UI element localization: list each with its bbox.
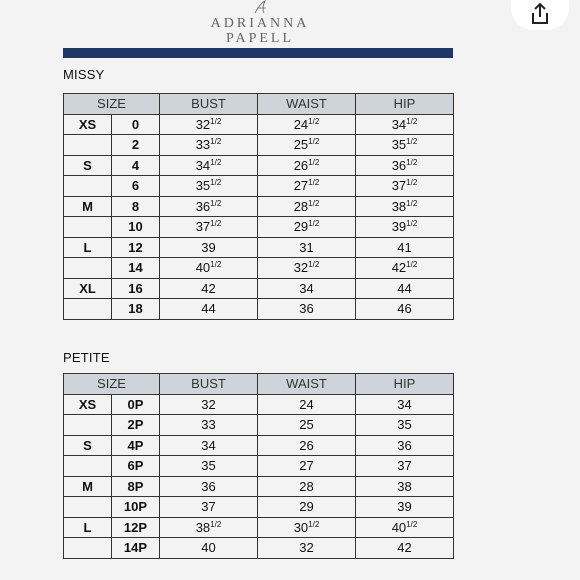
waist-cell: 25 — [258, 415, 356, 436]
table-row — [64, 538, 454, 559]
bust-cell: $38^{1/2}$ — [160, 517, 258, 538]
bust-cell: $37^{1/2}$ — [160, 217, 258, 238]
waist-cell: $32^{1/2}$ — [258, 258, 356, 279]
waist-cell: 31 — [258, 237, 356, 258]
bust-cell: 37 — [160, 497, 258, 518]
table-row — [64, 114, 454, 135]
waist-cell: $28^{1/2}$ — [258, 196, 356, 217]
size-number-cell: 16 — [112, 278, 160, 299]
size-label-cell — [64, 176, 112, 197]
size-number-cell: 2 — [112, 135, 160, 156]
bust-cell: 39 — [160, 237, 258, 258]
size-label-cell: L — [64, 517, 112, 538]
waist-cell: 32 — [258, 538, 356, 559]
waist-cell: 34 — [258, 278, 356, 299]
hip-cell: $40^{1/2}$ — [356, 517, 454, 538]
size-number-cell: 8P — [112, 476, 160, 497]
size-label-cell: L — [64, 237, 112, 258]
table-row — [64, 415, 454, 436]
hip-cell: $38^{1/2}$ — [356, 196, 454, 217]
hip-cell: 41 — [356, 237, 454, 258]
bust-cell: 40 — [160, 538, 258, 559]
size-label-cell — [64, 456, 112, 477]
table-row — [64, 435, 454, 456]
waist-cell: $25^{1/2}$ — [258, 135, 356, 156]
size-label-cell: S — [64, 155, 112, 176]
table-header-row — [64, 94, 454, 115]
waist-cell: 26 — [258, 435, 356, 456]
table-row — [64, 476, 454, 497]
size-number-cell: 0P — [112, 394, 160, 415]
section-title-petite: PETITE — [63, 350, 110, 365]
hip-cell: $42^{1/2}$ — [356, 258, 454, 279]
size-number-cell: 4P — [112, 435, 160, 456]
size-label-cell: M — [64, 196, 112, 217]
hip-cell: $39^{1/2}$ — [356, 217, 454, 238]
hip-cell: 37 — [356, 456, 454, 477]
bust-cell: $32^{1/2}$ — [160, 114, 258, 135]
size-label-cell — [64, 135, 112, 156]
table-row — [64, 278, 454, 299]
waist-cell: $26^{1/2}$ — [258, 155, 356, 176]
hip-cell: $34^{1/2}$ — [356, 114, 454, 135]
table-row — [64, 456, 454, 477]
header-hip: HIP — [356, 94, 454, 115]
table-row — [64, 258, 454, 279]
brand-monogram-icon — [245, 0, 275, 14]
brand-name-line2: PAPELL — [225, 31, 295, 46]
size-number-cell: 10P — [112, 497, 160, 518]
share-button[interactable] — [511, 0, 569, 30]
size-label-cell — [64, 299, 112, 320]
brand-accent-bar — [63, 48, 453, 58]
hip-cell: 42 — [356, 538, 454, 559]
bust-cell: $36^{1/2}$ — [160, 196, 258, 217]
header-size: SIZE — [64, 374, 160, 395]
table-row — [64, 517, 454, 538]
bust-cell: 42 — [160, 278, 258, 299]
hip-cell: $36^{1/2}$ — [356, 155, 454, 176]
size-label-cell: XS — [64, 114, 112, 135]
size-number-cell: 14P — [112, 538, 160, 559]
waist-cell: $24^{1/2}$ — [258, 114, 356, 135]
size-label-cell — [64, 497, 112, 518]
size-number-cell: 18 — [112, 299, 160, 320]
waist-cell: $30^{1/2}$ — [258, 517, 356, 538]
hip-cell: $37^{1/2}$ — [356, 176, 454, 197]
bust-cell: 44 — [160, 299, 258, 320]
hip-cell: 39 — [356, 497, 454, 518]
header-bust: BUST — [160, 374, 258, 395]
bust-cell: $35^{1/2}$ — [160, 176, 258, 197]
waist-cell: 29 — [258, 497, 356, 518]
header-waist: WAIST — [258, 374, 356, 395]
table-row — [64, 155, 454, 176]
table-row — [64, 135, 454, 156]
size-number-cell: 0 — [112, 114, 160, 135]
size-label-cell — [64, 217, 112, 238]
waist-cell: 28 — [258, 476, 356, 497]
waist-cell: 36 — [258, 299, 356, 320]
table-row — [64, 196, 454, 217]
waist-cell: $27^{1/2}$ — [258, 176, 356, 197]
brand-logo — [190, 0, 330, 47]
table-row — [64, 497, 454, 518]
bust-cell: 36 — [160, 476, 258, 497]
section-title-missy: MISSY — [63, 67, 105, 82]
hip-cell: $35^{1/2}$ — [356, 135, 454, 156]
size-number-cell: 2P — [112, 415, 160, 436]
table-row — [64, 299, 454, 320]
bust-cell: $40^{1/2}$ — [160, 258, 258, 279]
header-waist: WAIST — [258, 94, 356, 115]
bust-cell: 35 — [160, 456, 258, 477]
waist-cell: $29^{1/2}$ — [258, 217, 356, 238]
size-number-cell: 12P — [112, 517, 160, 538]
hip-cell: 38 — [356, 476, 454, 497]
size-label-cell: S — [64, 435, 112, 456]
table-row — [64, 176, 454, 197]
size-number-cell: 12 — [112, 237, 160, 258]
header-bust: BUST — [160, 94, 258, 115]
size-number-cell: 10 — [112, 217, 160, 238]
size-number-cell: 6 — [112, 176, 160, 197]
size-label-cell: XS — [64, 394, 112, 415]
hip-cell: 35 — [356, 415, 454, 436]
petite-size-table — [63, 373, 454, 559]
size-label-cell — [64, 415, 112, 436]
table-row — [64, 217, 454, 238]
bust-cell: $33^{1/2}$ — [160, 135, 258, 156]
size-number-cell: 14 — [112, 258, 160, 279]
missy-size-table — [63, 93, 454, 320]
header-hip: HIP — [356, 374, 454, 395]
size-label-cell: XL — [64, 278, 112, 299]
table-header-row — [64, 374, 454, 395]
table-row — [64, 237, 454, 258]
share-icon — [529, 2, 551, 26]
hip-cell: 34 — [356, 394, 454, 415]
bust-cell: 34 — [160, 435, 258, 456]
bust-cell: 32 — [160, 394, 258, 415]
hip-cell: 44 — [356, 278, 454, 299]
bust-cell: $34^{1/2}$ — [160, 155, 258, 176]
size-label-cell — [64, 538, 112, 559]
brand-name-line1: ADRIANNA — [210, 16, 310, 31]
hip-cell: 36 — [356, 435, 454, 456]
hip-cell: 46 — [356, 299, 454, 320]
waist-cell: 24 — [258, 394, 356, 415]
size-number-cell: 6P — [112, 456, 160, 477]
size-label-cell: M — [64, 476, 112, 497]
header-size: SIZE — [64, 94, 160, 115]
bust-cell: 33 — [160, 415, 258, 436]
table-row — [64, 394, 454, 415]
size-label-cell — [64, 258, 112, 279]
size-number-cell: 8 — [112, 196, 160, 217]
size-number-cell: 4 — [112, 155, 160, 176]
waist-cell: 27 — [258, 456, 356, 477]
